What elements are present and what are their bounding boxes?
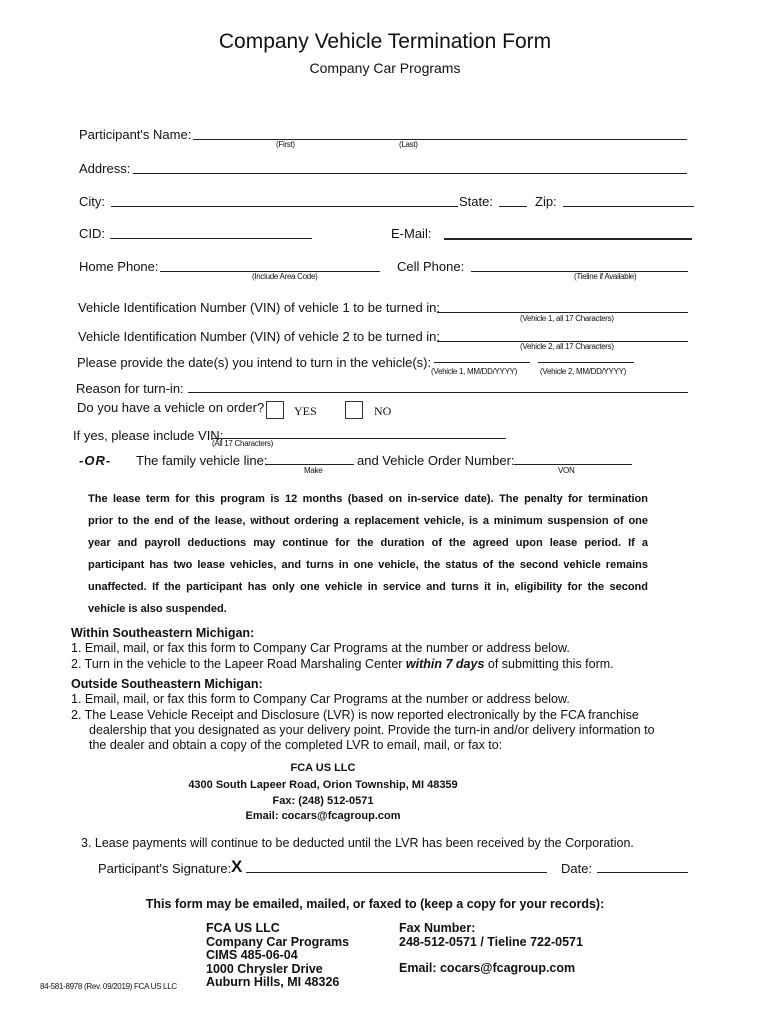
policy-line: The lease term for this program is 12 months (based on in-service date). The penalty for termination (88, 493, 648, 505)
state-label: State: (459, 194, 493, 209)
date-label: Date: (561, 861, 593, 876)
policy-line: vehicle is also suspended. (88, 603, 227, 615)
make-hint: Make (304, 466, 323, 475)
signature-label: Participant's Signature: (98, 861, 232, 876)
order-number-label: and Vehicle Order Number: (357, 453, 515, 468)
cell-phone-label: Cell Phone: (397, 259, 465, 274)
email-field[interactable] (444, 238, 692, 240)
form-subtitle: Company Car Programs (309, 60, 461, 76)
within-item-2-text: 2. Turn in the vehicle to the Lapeer Road Marshaling Center (71, 657, 406, 671)
within-heading: Within Southeastern Michigan: (71, 626, 255, 640)
address-block-line-1: FCA US LLC (290, 762, 356, 774)
address-label: Address: (79, 161, 131, 176)
policy-line: participant has two lease vehicles, and turns in one vehicle, the status of the second vehicle remains (88, 559, 648, 571)
date1-field[interactable] (434, 362, 530, 363)
zip-field[interactable] (563, 206, 694, 207)
yes-checkbox[interactable] (266, 401, 284, 419)
fax-label: Fax Number: (399, 921, 476, 935)
footer-address-line: CIMS 485-06-04 (206, 948, 298, 962)
date-field[interactable] (597, 872, 688, 873)
policy-paragraph (88, 488, 648, 620)
policy-line: unaffected. If the participant has only one vehicle in service and turns it in, eligibility for the second (88, 581, 648, 593)
date1-hint: (Vehicle 1, MM/DD/YYYY) (431, 367, 518, 376)
form-title: Company Vehicle Termination Form (218, 30, 552, 53)
family-line-field[interactable] (266, 464, 354, 465)
date2-field[interactable] (538, 362, 634, 363)
vin2-label: Vehicle Identification Number (VIN) of vehicle 2 to be turned in: (78, 329, 441, 344)
home-phone-label: Home Phone: (79, 259, 159, 274)
fax-value: 248-512-0571 / Tieline 722-0571 (399, 935, 583, 949)
yes-label: YES (294, 404, 317, 418)
footer-note: This form may be emailed, mailed, or faxed to (keep a copy for your records): (145, 897, 605, 911)
signature-x-mark: X (231, 857, 243, 876)
within-item-1: 1. Email, mail, or fax this form to Company Car Programs at the number or address below. (71, 641, 570, 655)
within-item-2-tail: of submitting this form. (484, 657, 614, 671)
within-item-2 (71, 657, 614, 671)
outside-heading: Outside Southeastern Michigan: (71, 677, 263, 691)
family-line-label: The family vehicle line: (136, 453, 268, 468)
cell-phone-hint: (Tieline if Available) (574, 272, 637, 281)
participant-name-label: Participant's Name: (79, 127, 192, 142)
date2-hint: (Vehicle 2, MM/DD/YYYY) (540, 367, 627, 376)
or-separator: -OR- (79, 453, 112, 468)
outside-item-2-line-1: 2. The Lease Vehicle Receipt and Disclosure (LVR) is now reported electronically by the FCA franchise (71, 708, 639, 722)
reason-field[interactable] (188, 392, 688, 393)
city-field[interactable] (111, 206, 458, 207)
participant-name-field[interactable] (193, 139, 687, 140)
vin1-hint: (Vehicle 1, all 17 Characters) (520, 314, 614, 323)
vin1-field[interactable] (437, 312, 688, 313)
footer-address-line: Auburn Hills, MI 48326 (206, 975, 340, 989)
turnin-dates-label: Please provide the date(s) you intend to turn in the vehicle(s): (77, 355, 432, 370)
cid-label: CID: (79, 226, 105, 241)
signature-field[interactable] (246, 872, 547, 873)
address-block-line-3: Fax: (248) 512-0571 (272, 795, 374, 807)
vin2-hint: (Vehicle 2, all 17 Characters) (520, 342, 614, 351)
state-field[interactable] (499, 206, 527, 207)
address-block-line-2: 4300 South Lapeer Road, Orion Township, MI 48359 (188, 779, 458, 791)
on-order-label: Do you have a vehicle on order? (77, 400, 265, 415)
vin1-label: Vehicle Identification Number (VIN) of vehicle 1 to be turned in: (78, 300, 441, 315)
footer-address-line: Company Car Programs (206, 934, 350, 949)
within-item-2-emphasis: within 7 days (405, 657, 485, 671)
if-yes-vin-hint: (All 17 Characters) (212, 439, 273, 448)
form-id: 84-581-8978 (Rev. 09/2019) FCA US LLC (40, 982, 177, 991)
first-name-hint: (First) (276, 140, 295, 149)
no-checkbox[interactable] (345, 401, 363, 419)
outside-item-2-line-2: dealership that you designated as your delivery point. Provide the turn-in and/or delivery information to (89, 723, 655, 737)
von-hint: VON (558, 466, 575, 475)
outside-item-1: 1. Email, mail, or fax this form to Company Car Programs at the number or address below. (71, 692, 570, 706)
order-number-field[interactable] (514, 464, 632, 465)
item-3: 3. Lease payments will continue to be deducted until the LVR has been received by the Corporation. (81, 836, 634, 850)
city-label: City: (79, 194, 105, 209)
email-label: E-Mail: (391, 226, 432, 241)
outside-item-2-line-3: the dealer and obtain a copy of the completed LVR to email, mail, or fax to: (89, 738, 503, 752)
policy-line: prior to the end of the lease, without ordering a replacement vehicle, is a minimum suspension of one (88, 515, 648, 527)
if-yes-vin-label: If yes, please include VIN: (73, 428, 224, 443)
home-phone-hint: (Include Area Code) (252, 272, 318, 281)
address-field[interactable] (133, 173, 687, 174)
last-name-hint: (Last) (399, 140, 418, 149)
footer-address-line: 1000 Chrysler Drive (206, 961, 323, 976)
address-block-line-4: Email: cocars@fcagroup.com (245, 810, 401, 822)
footer-address (206, 922, 349, 990)
footer-email: Email: cocars@fcagroup.com (399, 961, 576, 975)
footer-address-line: FCA US LLC (206, 921, 280, 935)
cid-field[interactable] (110, 238, 312, 239)
reason-label: Reason for turn-in: (76, 381, 184, 396)
zip-label: Zip: (535, 194, 557, 209)
no-label: NO (374, 404, 392, 418)
policy-line: year and payroll deductions may continue for the duration of the agreed upon lease period. If a (88, 537, 648, 549)
